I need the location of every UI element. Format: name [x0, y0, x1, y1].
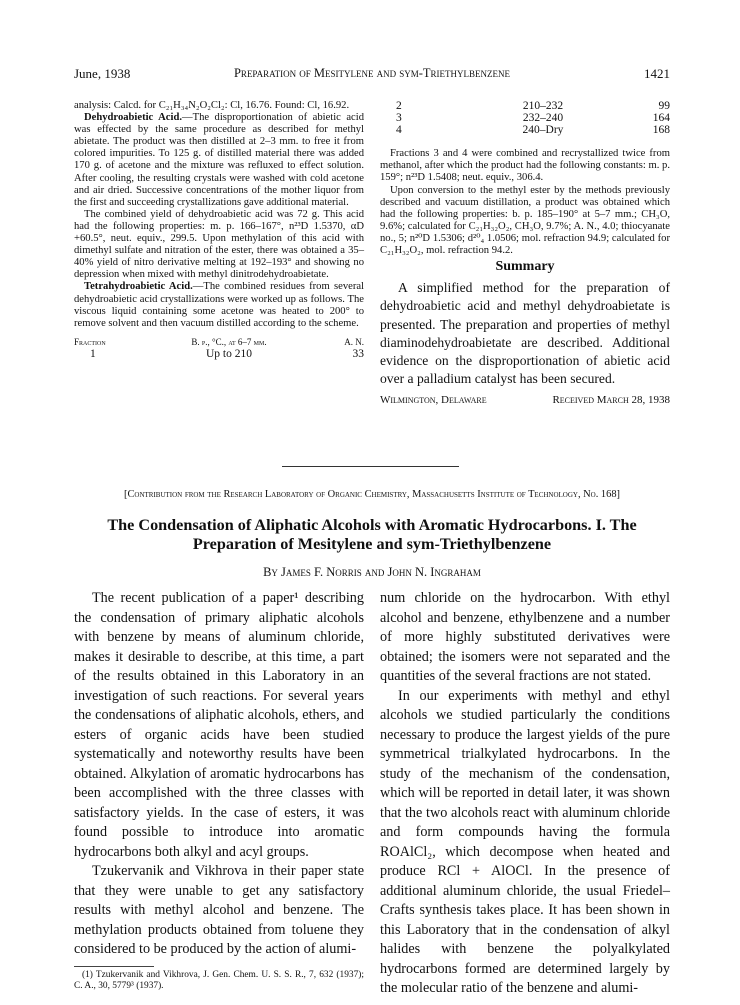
table-header-row — [74, 336, 364, 348]
fraction-table-part1 — [74, 336, 364, 360]
tetra-heading: Tetrahydroabietic Acid. — [84, 281, 193, 293]
tetra-paragraph — [74, 281, 364, 329]
table-cell: 2 — [396, 100, 402, 112]
article-paragraph-4: In our experiments with methyl and ethyl alcohols we studied particularly the conditions necessary to produce the largest yields of the pure symmetrical trialkylated hydrocarbons. In the study of the mechanism of the condensation, which will be reported in detail later, it was shown that the two alcohols react with aluminum chloride and form compounds having the formula ROAlCl₂, which decompose when heated and produce RCl + AlOCl. In the presence of additional aluminum chloride, the usual Friedel–Crafts synthesis takes place. It has been shown in this Laboratory that in the condensation of alkyl halides with benzene the polyalkylated hydrocarbons formed are determined largely by the molecular ratio of the benzene and alumi- — [380, 687, 670, 996]
section-divider — [282, 466, 459, 467]
col-header-fraction: Fraction — [74, 336, 106, 347]
table-row — [380, 124, 670, 136]
article-paragraph-2: Tzukervanik and Vikhrova in their paper state that they were unable to get any satisfactory results with methyl alcohol and benzene. The methylation products obtained from toluene they considered to be produced by the action of alumi- — [74, 863, 364, 957]
page-header — [74, 66, 670, 86]
dehydro-heading: Dehydroabietic Acid. — [84, 112, 182, 124]
header-date: June, 1938 — [74, 66, 131, 81]
summary-heading: Summary — [495, 259, 555, 275]
title-line-1: The Condensation of Aliphatic Alcohols with Aromatic Hydrocarbons. I. The — [107, 516, 637, 534]
col-header-bp: B. p., °C., at 6–7 mm. — [191, 336, 267, 347]
location: Wilmington, Delaware — [380, 394, 487, 407]
yield-paragraph: The combined yield of dehydroabietic acid was 72 g. This acid had the following properties: m. p. 166–167°, n²³D 1.5370, αD +60.5°, neut. equiv., 299.5. Upon methylation of this acid with dimethyl sulfate and nitration of the ester, there was obtained a 35–40% yield of nitro derivative melting at 192–193° and showing no depression when mixed with methyl dinitrodehydroabietate. — [74, 208, 364, 281]
dehydro-paragraph — [74, 112, 364, 209]
footnote-rule — [74, 966, 154, 967]
table-cell: 232–240 — [522, 112, 564, 125]
article-paragraph-1: The recent publication of a paper¹ describing the condensation of primary aliphatic alcohols with benzene by means of aluminum chloride, makes it desirable to describe, at this time, a part of the results obtained in this Laboratory in an investigation of such reactions. For several years the condensations of aliphatic alcohols, ethers, and esters of organic acids have been studied systematically and noteworthy results have been obtained. Alkylation of aromatic hydrocarbons has been accomplished with the three classes with satisfactory yields. In the case of esters, it was found possible to introduce into aromatic hydrocarbons both alkyl and acyl groups. — [74, 590, 364, 860]
title-line-2: Preparation of Mesitylene and sym-Triethylbenzene — [192, 535, 552, 553]
analysis-text: analysis: Calcd. for C₂₁H₃₄N₂O₂Cl₂: Cl, 16.76. Found: Cl, 16.92. — [74, 100, 350, 111]
summary-body — [380, 279, 670, 388]
tetra-text: —The combined residues from several dehydroabietic acid crystallizations were worked up as follows. The viscous liquid containing some acetone was heated to 200° to remove solvent and then vacuum distilled according to the scheme. — [74, 281, 364, 329]
table-row — [380, 100, 670, 112]
article-title — [74, 516, 670, 554]
table-row — [380, 112, 670, 124]
article-left-column — [74, 589, 364, 992]
table-cell: Up to 210 — [206, 347, 252, 360]
received-date: Received March 28, 1938 — [552, 394, 670, 407]
page-number: 1421 — [644, 66, 670, 81]
signature-line — [380, 394, 670, 406]
table-cell: 99 — [658, 100, 670, 112]
col-header-an: A. N. — [344, 336, 364, 347]
upper-left-column — [74, 100, 364, 360]
fractions-paragraph: Fractions 3 and 4 were combined and recrystallized twice from methanol, after which the product had the following constants: m. p. 159°; n²³D 1.5408; neut. equiv., 306.4. — [380, 148, 670, 184]
table-cell: 4 — [396, 124, 402, 137]
table-row — [74, 348, 364, 360]
article-paragraph-3: num chloride on the hydrocarbon. With ethyl alcohol and benzene, ethylbenzene and a number of more highly substituted derivatives were obtained; the isomers were not separated and the quantities of the several fractions are not stated. — [380, 590, 670, 684]
methyl-ester-paragraph: Upon conversion to the methyl ester by the methods previously described and vacuum distillation, a product was obtained which had the following properties: b. p. 185–190° at 5–7 mm.; CH₃O, 9.6%; calculated for C₂₁H₃₂O₂, CH₃O, 9.7%; A. N., 4.0; thiocyanate no., 5; n²⁰D 1.5306; d²⁰₄ 1.0506; mol. refraction 94.9; calculated for C₂₁H₃₂O₂, mol. refraction 94.2. — [380, 184, 670, 257]
table-cell: 168 — [652, 124, 670, 137]
table-cell: 210–232 — [522, 100, 564, 112]
table-cell: 240–Dry — [522, 124, 564, 137]
running-title: Preparation of Mesitylene and sym-Triethylbenzene — [233, 66, 511, 80]
footnote-text: (1) Tzukervanik and Vikhrova, J. Gen. Chem. U. S. S. R., 7, 632 (1937); C. A., 30, 5779³ (1937). — [74, 969, 364, 991]
table-cell: 33 — [352, 347, 364, 360]
contribution-note: [Contribution from the Research Laboratory of Organic Chemistry, Massachusetts Institute of Technology, No. 168] — [124, 489, 620, 500]
table-cell: 3 — [396, 112, 402, 125]
footnote — [74, 970, 364, 992]
summary-text: A simplified method for the preparation of dehydroabietic acid and methyl dehydroabietate is presented. The preparation and properties of methyl diaminodehydroabietate are described. Additional evidence on the disproportionation of abietic acid over a palladium catalyst has been secured. — [380, 280, 670, 387]
authors: By James F. Norris and John N. Ingraham — [263, 565, 481, 579]
table-cell: 1 — [90, 347, 96, 360]
dehydro-text: —The disproportionation of abietic acid was effected by the same procedure as described for methyl abietate. The product was then distilled at 2–3 mm. to free it from colored impurities. To 125 g. of distilled material there was added 170 g. of acetone and the mixture was refluxed to effect solution. After cooling, the resulting crystals were washed with cold acetone and air dried. Successive concentrations of the mother liquor from the first and succeeding crystallizations gave additional material. — [74, 112, 364, 208]
fraction-table-part2 — [380, 100, 670, 136]
table-cell: 164 — [652, 112, 670, 125]
article-right-column — [380, 589, 670, 999]
upper-right-column — [380, 100, 670, 407]
